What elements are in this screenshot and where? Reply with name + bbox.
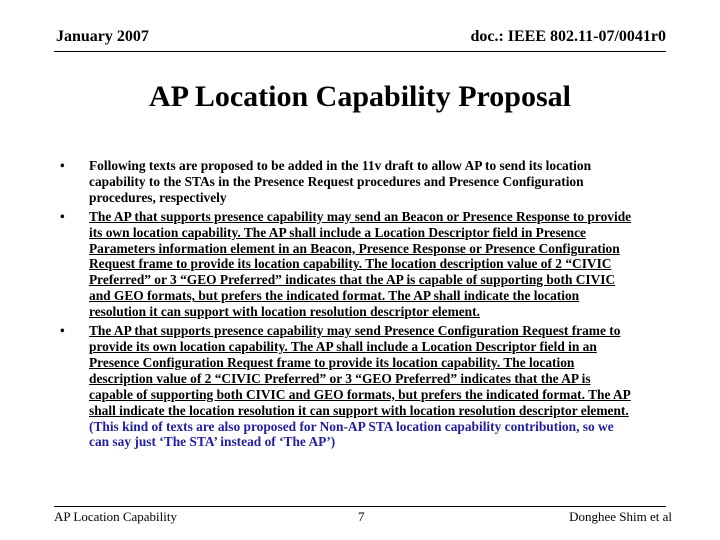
header-divider — [54, 51, 666, 52]
bullet-text: The AP that supports presence capability may send Presence Configuration Request frame to provide its own location capability. The AP shall include a Location Descriptor field in an Presence Configuration Request frame to provide its location capability. The location description value of 2 “CIVIC Preferred” or 3 “GEO Preferred” indicates that the AP is capable of supporting both CIVIC and GEO formats, but prefers the indicated format. The AP shall indicate the location resolution it can support with location resolution descriptor element. — [89, 323, 631, 418]
bullet-icon: • — [60, 323, 65, 339]
bullet-icon: • — [60, 208, 65, 224]
bullet-note: (This kind of texts are also proposed for Non-AP STA location capability contribution, so we can say just ‘The STA’ instead of ‘The AP’) — [89, 418, 614, 450]
footer-divider — [54, 506, 666, 507]
bullet-item — [60, 158, 635, 206]
bullet-text: The AP that supports presence capability may send an Beacon or Presence Response to provide its own location capability. The AP shall include a Location Descriptor field in Presence Parameters information element in an Beacon, Presence Response or Presence Configuration Request frame to provide its location capability. The location description value of 2 “CIVIC Preferred” or 3 “GEO Preferred” indicates that the AP is capable of supporting both CIVIC and GEO formats, but prefers the indicated format. The AP shall indicate the location resolution it can support with location resolution descriptor element. — [89, 208, 632, 320]
footer-title: AP Location Capability — [54, 509, 177, 524]
slide-title: AP Location Capability Proposal — [149, 80, 571, 113]
bullet-item — [60, 323, 635, 450]
bullet-list — [60, 158, 635, 450]
page-number: 7 — [358, 509, 365, 524]
header-date: January 2007 — [56, 28, 149, 45]
footer-author: Donghee Shim et al — [569, 509, 672, 524]
bullet-icon: • — [60, 158, 65, 173]
header-doc-id: doc.: IEEE 802.11-07/0041r0 — [470, 28, 666, 45]
bullet-text: Following texts are proposed to be added in the 11v draft to allow AP to send its location capability to the STAs in the Presence Request procedures and Presence Configuration procedures, respectively — [89, 158, 592, 205]
bullet-item — [60, 209, 635, 320]
